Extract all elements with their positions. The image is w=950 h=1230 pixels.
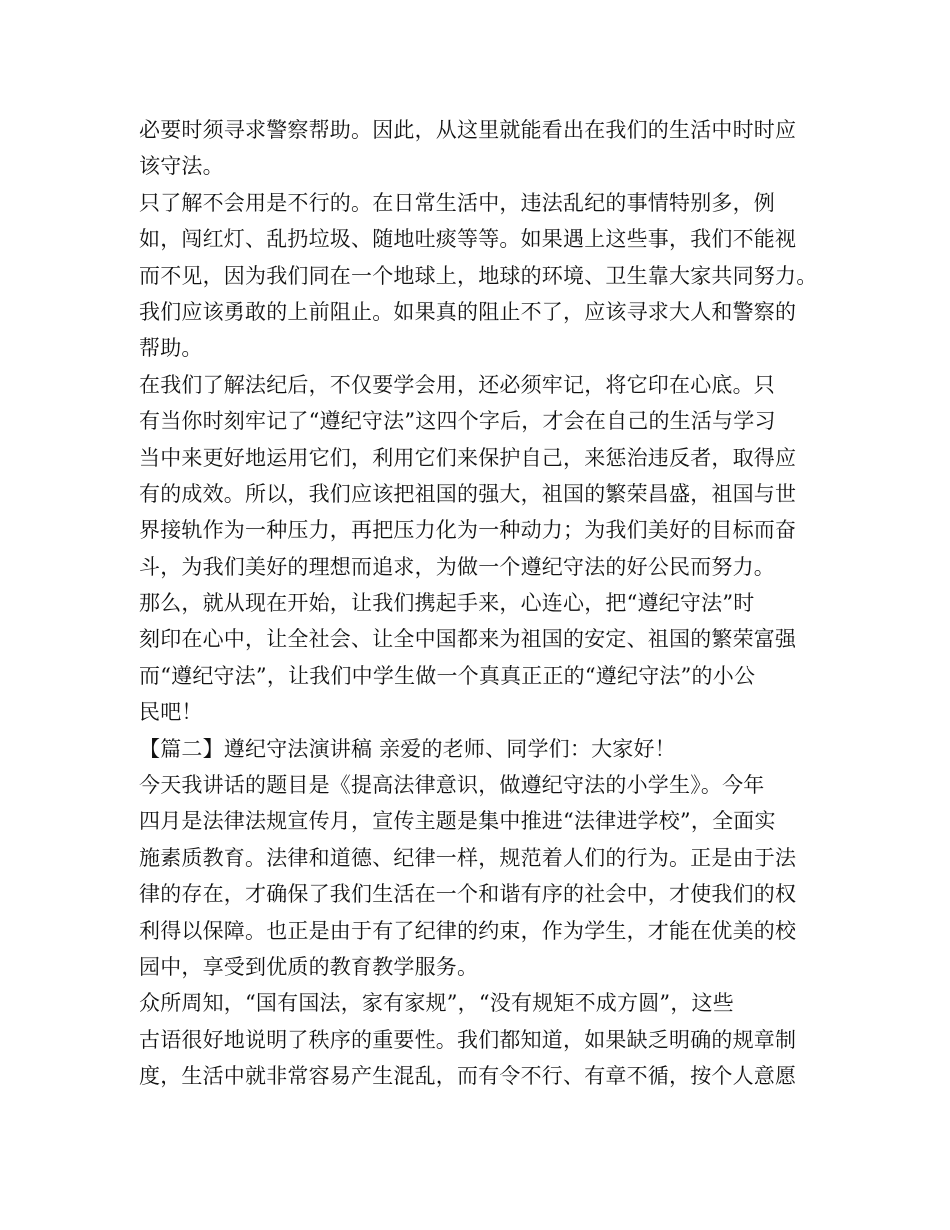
document-body xyxy=(139,112,818,1095)
text-line: 界接轨作为一种压力，再把压力化为一种动力；为我们美好的目标而奋 xyxy=(139,518,797,543)
text-line: 而不见，因为我们同在一个地球上，地球的环境、卫生靠大家共同努力。 xyxy=(139,263,818,288)
text-line: 那么，就从现在开始，让我们携起手来，心连心，把“遵纪守法”时 xyxy=(139,591,755,616)
text-line: 度，生活中就非常容易产生混乱，而有令不行、有章不循，按个人意愿 xyxy=(139,1064,797,1089)
text-line: 我们应该勇敢的上前阻止。如果真的阻止不了，应该寻求大人和警察的 xyxy=(139,299,797,324)
text-line: 当中来更好地运用它们，利用它们来保护自己，来惩治违反者，取得应 xyxy=(139,445,797,470)
section-heading-line: 【篇二】遵纪守法演讲稿 亲爱的老师、同学们：大家好！ xyxy=(139,736,676,761)
text-line: 有的成效。所以，我们应该把祖国的强大，祖国的繁荣昌盛，祖国与世 xyxy=(139,481,797,506)
text-line: 律的存在，才确保了我们生活在一个和谐有序的社会中，才使我们的权 xyxy=(139,882,797,907)
text-line: 帮助。 xyxy=(139,336,203,361)
text-line: 古语很好地说明了秩序的重要性。我们都知道，如果缺乏明确的规章制 xyxy=(139,1027,797,1052)
text-line: 利得以保障。也正是由于有了纪律的约束，作为学生，才能在优美的校 xyxy=(139,918,797,943)
text-line: 有当你时刻牢记了“遵纪守法”这四个字后，才会在自己的生活与学习 xyxy=(139,409,776,434)
text-line: 在我们了解法纪后，不仅要学会用，还必须牢记，将它印在心底。只 xyxy=(139,372,775,397)
text-line: 而“遵纪守法”，让我们中学生做一个真真正正的“遵纪守法”的小公 xyxy=(139,663,756,688)
text-line: 该守法。 xyxy=(139,154,224,179)
text-line: 刻印在心中，让全社会、让全中国都来为祖国的安定、祖国的繁荣富强 xyxy=(139,627,797,652)
text-line: 园中，享受到优质的教育教学服务。 xyxy=(139,954,479,979)
text-line: 只了解不会用是不行的。在日常生活中，违法乱纪的事情特别多，例 xyxy=(139,190,775,215)
text-line: 斗，为我们美好的理想而追求，为做一个遵纪守法的好公民而努力。 xyxy=(139,554,775,579)
text-line: 民吧！ xyxy=(139,700,203,725)
text-line: 四月是法律法规宣传月，宣传主题是集中推进“法律进学校”，全面实 xyxy=(139,809,776,834)
text-line: 如，闯红灯、乱扔垃圾、随地吐痰等等。如果遇上这些事，我们不能视 xyxy=(139,227,797,252)
text-line: 必要时须寻求警察帮助。因此，从这里就能看出在我们的生活中时时应 xyxy=(139,118,797,142)
text-line: 众所周知，“国有国法，家有家规”，“没有规矩不成方圆”，这些 xyxy=(139,991,734,1016)
text-line: 今天我讲话的题目是《提高法律意识，做遵纪守法的小学生》。今年 xyxy=(139,773,765,798)
text-line: 施素质教育。法律和道德、纪律一样，规范着人们的行为。正是由于法 xyxy=(139,845,797,870)
